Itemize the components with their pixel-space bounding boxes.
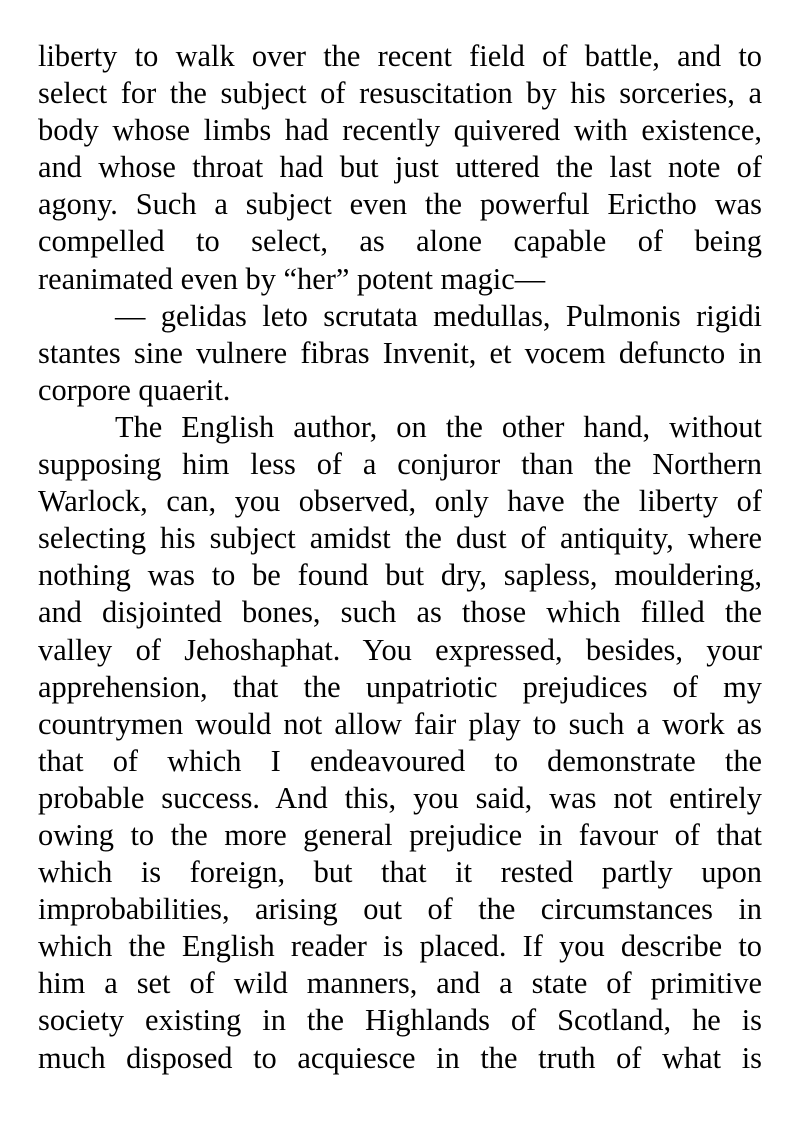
paragraph-continuation — [38, 38, 762, 298]
text-line: liberty to walk over the recent field of battle, and to — [38, 39, 762, 73]
text-line: that of which I endeavoured to demonstrate the — [38, 743, 762, 778]
text-line: improbabilities, arising out of the circumstances in — [38, 892, 762, 927]
text-line: which the English reader is placed. If you describe to — [38, 929, 762, 964]
text-line: body whose limbs had recently quivered with existence, — [38, 113, 762, 148]
text-line: — gelidas leto scrutata medullas, Pulmonis rigidi — [115, 298, 762, 333]
text-line: probable success. And this, you said, was not entirely — [38, 780, 762, 815]
text-line: society existing in the Highlands of Scotland, he is — [38, 1003, 762, 1038]
text-line: stantes sine vulnere fibras Invenit, et vocem defuncto in — [38, 335, 762, 370]
text-line: him a set of wild manners, and a state of primitive — [38, 966, 762, 1001]
text-line: The English author, on the other hand, without — [115, 409, 762, 444]
text-line: valley of Jehoshaphat. You expressed, besides, your — [38, 632, 762, 667]
text-line: reanimated even by “her” potent magic— — [38, 261, 546, 296]
text-line: and disjointed bones, such as those which filled the — [38, 595, 762, 630]
text-line: countrymen would not allow fair play to such a work as — [38, 706, 762, 741]
text-line: supposing him less of a conjuror than the Northern — [38, 447, 762, 482]
text-line: apprehension, that the unpatriotic prejudices of my — [38, 669, 762, 704]
text-line: agony. Such a subject even the powerful Erictho was — [38, 187, 762, 222]
text-line: Warlock, can, you observed, only have the liberty of — [38, 484, 762, 519]
text-line: which is foreign, but that it rested partly upon — [38, 855, 762, 890]
text-line: select for the subject of resuscitation by his sorceries, a — [38, 76, 762, 111]
text-line: owing to the more general prejudice in favour of that — [38, 817, 762, 852]
paragraph-english-author — [38, 409, 762, 1077]
text-line: selecting his subject amidst the dust of antiquity, where — [38, 521, 762, 556]
paragraph-latin-quote — [38, 298, 762, 409]
document-page — [38, 38, 762, 1077]
text-line: compelled to select, as alone capable of being — [38, 224, 762, 259]
text-line: and whose throat had but just uttered the last note of — [38, 150, 762, 185]
text-line: nothing was to be found but dry, sapless, mouldering, — [38, 558, 762, 593]
text-line: corpore quaerit. — [38, 372, 231, 407]
text-line: much disposed to acquiesce in the truth of what is — [38, 1040, 762, 1075]
